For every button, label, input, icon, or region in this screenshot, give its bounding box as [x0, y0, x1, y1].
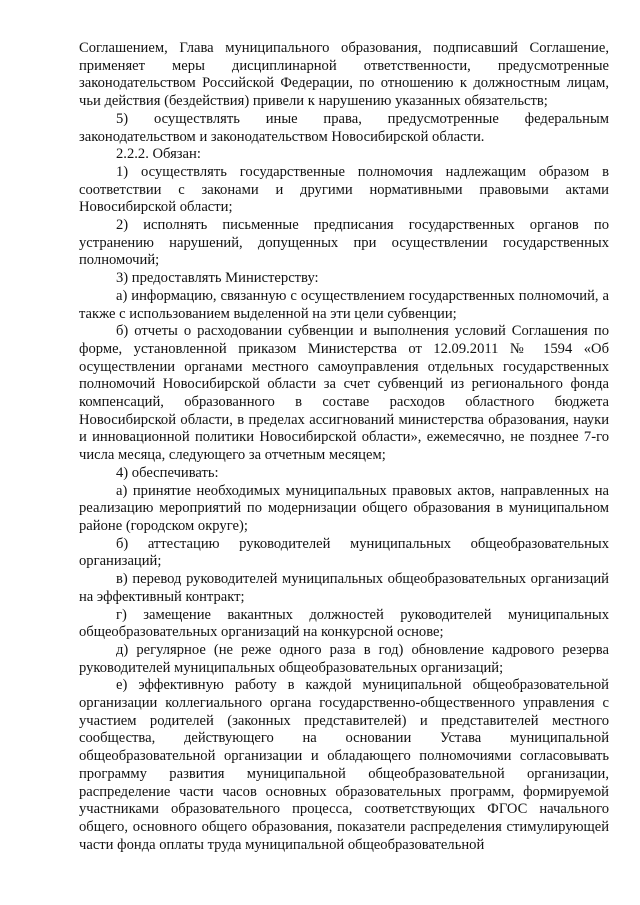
- paragraph-item-2: 2) исполнять письменные предписания государственных органов по устранению нарушений, допущенных при осуществлении государственных полномочий;: [79, 217, 609, 269]
- paragraph-item-3: 3) предоставлять Министерству:: [116, 270, 319, 287]
- section-heading-2-2-2: 2.2.2. Обязан:: [116, 146, 201, 163]
- paragraph-subitem-a: а) информацию, связанную с осуществлением государственных полномочий, а также с использованием выделенной на эти цели субвенции;: [79, 287, 609, 322]
- paragraph-continuation: Соглашением, Глава муниципального образования, подписавший Соглашение, применяет меры дисциплинарной ответственности, предусмотренные законодательством Российской Федерации, по отношению к должностным лицам, чьи действия (бездействия) привели к нарушению указанных обязательств;: [79, 40, 609, 110]
- paragraph-subitem-d: д) регулярное (не реже одного раза в год) обновление кадрового резерва руководителей муниципальных общеобразовательных организаций;: [79, 641, 609, 676]
- paragraph-item-1: 1) осуществлять государственные полномочия надлежащим образом в соответствии с законами и другими нормативными правовыми актами Новосибирской области;: [79, 163, 609, 216]
- paragraph-subitem-b: б) аттестацию руководителей муниципальных общеобразовательных организаций;: [79, 535, 609, 570]
- document-page: [79, 40, 609, 854]
- paragraph-subitem-b: б) отчеты о расходовании субвенции и выполнения условий Соглашения по форме, установленной приказом Министерства от 12.09.2011 № 1594 «Об осуществлении органами местного самоуправления отдельных государственных полномочий Новосибирской области за счет субвенций из регионального фонда компенсаций, образованного в составе расходов областного бюджета Новосибирской области, в пределах ассигнований министерства образования, науки и инновационной политики Новосибирской области», ежемесячно, не позднее 7-го числа месяца, следующего за отчетным месяцем;: [79, 323, 609, 464]
- paragraph-subitem-g: г) замещение вакантных должностей руководителей муниципальных общеобразовательных организаций на конкурсной основе;: [79, 606, 609, 641]
- paragraph-item-5: 5) осуществлять иные права, предусмотренные федеральным законодательством и законодательством Новосибирской области.: [79, 110, 609, 145]
- paragraph-subitem-v: в) перевод руководителей муниципальных общеобразовательных организаций на эффективный контракт;: [79, 571, 609, 605]
- paragraph-subitem-a: а) принятие необходимых муниципальных правовых актов, направленных на реализацию мероприятий по модернизации общего образования в муниципальном районе (городском округе);: [79, 482, 609, 534]
- paragraph-subitem-e: е) эффективную работу в каждой муниципальной общеобразовательной организации коллегиального органа государственно-общественного управления с участием родителей (законных представителей) и представителей местного сообщества, действующего на основании Устава муниципальной общеобразовательной организации и обладающего полномочиями согласовывать программу развития муниципальной общеобразовательной организации, распределение части часов основных образовательных программ, формируемой участниками образовательного процесса, соответствующих ФГОС начального общего, основного общего образования, показатели распределения стимулирующей части фонда оплаты труда муниципальной общеобразовательной: [79, 677, 609, 853]
- paragraph-item-4: 4) обеспечивать:: [116, 464, 219, 481]
